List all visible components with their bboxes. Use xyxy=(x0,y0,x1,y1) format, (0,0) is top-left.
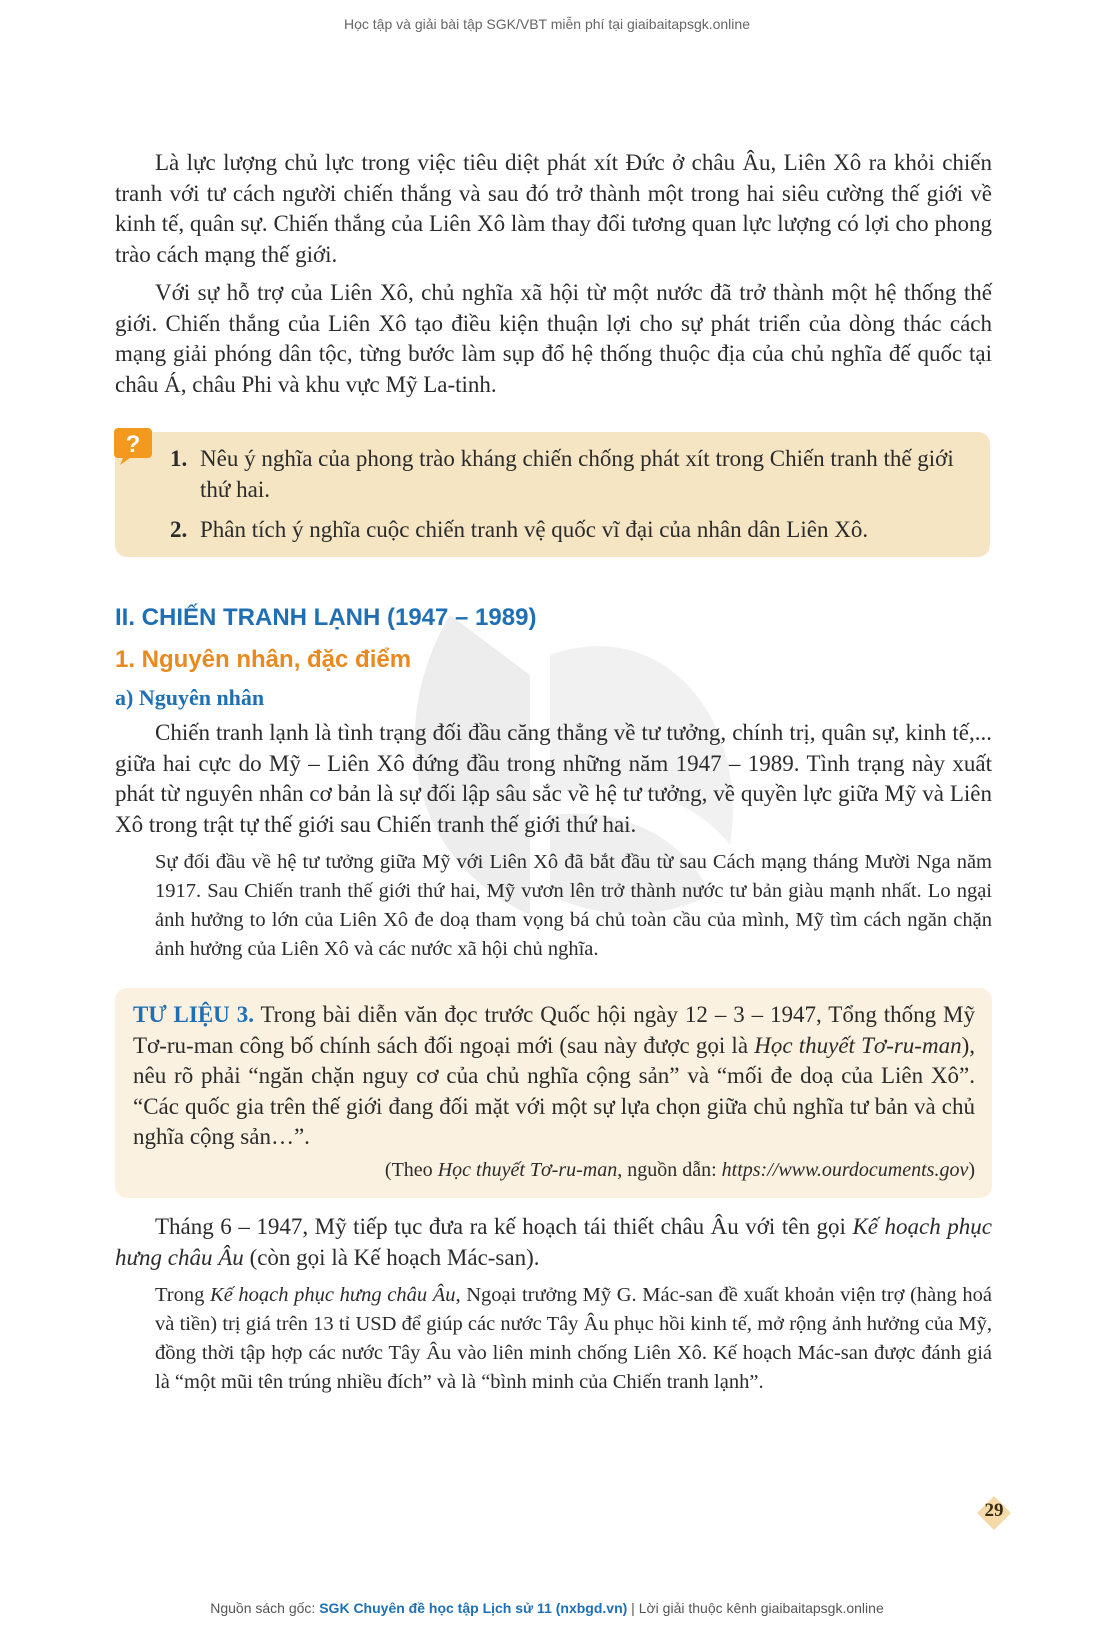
question-item xyxy=(170,515,975,546)
causes-paragraph: Chiến tranh lạnh là tình trạng đối đầu căng thẳng về tư tưởng, chính trị, quân sự, kinh tế,... giữa hai cực do Mỹ – Liên Xô đứng đầu trong những năm 1947 – 1989. Tình trạng này xuất phát từ nguyên nhân cơ bản là sự đối lập sâu sắc về hệ tư tưởng, về quyền lực giữa Mỹ và Liên Xô trong trật tự thế giới sau Chiến tranh thế giới thứ hai. xyxy=(115,720,992,837)
text-part: Tháng 6 – 1947, Mỹ tiếp tục đưa ra kế hoạch tái thiết châu Âu với tên gọi xyxy=(155,1214,853,1239)
section-heading: II. CHIẾN TRANH LẠNH (1947 – 1989) xyxy=(115,604,537,631)
intro-paragraph-1: Là lực lượng chủ lực trong việc tiêu diệt phát xít Đức ở châu Âu, Liên Xô ra khỏi chiến tranh với tư cách người chiến thắng và sau đó trở thành một trong hai siêu cường thế giới về kinh tế, quân sự. Chiến thắng của Liên Xô làm thay đổi tương quan lực lượng có lợi cho phong trào cách mạng thế giới. xyxy=(115,150,992,267)
marshall-paragraph-1 xyxy=(115,1212,992,1273)
footer-source-link[interactable]: SGK Chuyên đề học tập Lịch sử 11 (nxbgd.vn) xyxy=(319,1600,628,1616)
question-text: Nêu ý nghĩa của phong trào kháng chiến chống phát xít trong Chiến tranh thế giới thứ hai. xyxy=(200,446,954,502)
document-source xyxy=(133,1159,975,1182)
subsection-heading: 1. Nguyên nhân, đặc điểm xyxy=(115,646,412,673)
question-list xyxy=(170,444,975,556)
question-number: 2. xyxy=(170,517,188,542)
causes-section xyxy=(115,718,992,964)
document-text-part: Trong bài diễn văn đọc trước Quốc hội ngày 12 – 3 – 1947, Tổng thống Mỹ Tơ-ru-man công bố chính sách đối ngoại mới (sau này được gọi là xyxy=(133,1002,975,1058)
header-note: Học tập và giải bài tập SGK/VBT miễn phí tại giaibaitapsgk.online xyxy=(344,16,750,32)
question-mark-icon xyxy=(112,424,154,466)
svg-text:?: ? xyxy=(125,431,141,458)
footer-note xyxy=(0,1600,1094,1616)
intro-section xyxy=(115,148,992,400)
marshall-paragraph-2 xyxy=(115,1281,992,1397)
page-number: 29 xyxy=(984,1500,1004,1521)
source-url: https://www.ourdocuments.gov xyxy=(721,1158,969,1181)
text-part: , Ngoại trưởng Mỹ G. Mác-san đề xuất khoản viện trợ (hàng hoá và tiền) trị giá trên 13 tỉ USD để giúp các nước Tây Âu phục hồi kinh tế, mở rộng ảnh hưởng của Mỹ, đồng thời tập hợp các nước Tây Âu vào liên minh chống Liên Xô. Kế hoạch Mác-san được đánh giá là “một mũi tên trúng nhiều đích” và là “bình minh của Chiến tranh lạnh”. xyxy=(155,1284,992,1393)
text-part: Trong xyxy=(155,1284,211,1306)
subsubsection-heading: a) Nguyên nhân xyxy=(115,685,265,710)
marshall-section xyxy=(115,1212,992,1397)
question-number: 1. xyxy=(170,446,188,471)
document-label: TƯ LIỆU 3. xyxy=(133,1002,254,1027)
footer-prefix: Nguồn sách gốc: xyxy=(210,1600,320,1616)
document-text-italic: Học thuyết Tơ-ru-man xyxy=(754,1032,962,1058)
intro-paragraph-2: Với sự hỗ trợ của Liên Xô, chủ nghĩa xã hội từ một nước đã trở thành một hệ thống thế giới. Chiến thắng của Liên Xô tạo điều kiện thuận lợi cho sự phát triển của dòng thác cách mạng giải phóng dân tộc, từng bước làm sụp đổ hệ thống thuộc địa của chủ nghĩa đế quốc tại châu Á, châu Phi và khu vực Mỹ La-tinh. xyxy=(115,280,992,397)
source-part: (Theo xyxy=(384,1158,438,1181)
question-item xyxy=(170,444,975,505)
source-part: , nguồn dẫn: xyxy=(617,1158,722,1181)
text-part: (còn gọi là Kế hoạch Mác-san). xyxy=(243,1244,540,1270)
source-italic: Học thuyết Tơ-ru-man xyxy=(437,1158,618,1181)
footer-suffix: | Lời giải thuộc kênh giaibaitapsgk.online xyxy=(627,1600,884,1616)
document-text xyxy=(133,1000,975,1153)
text-italic: Kế hoạch phục hưng châu Âu xyxy=(210,1284,456,1306)
document-text-part: ), nêu rõ phải “ngăn chặn nguy cơ của chủ nghĩa cộng sản” và “mối đe doạ của Liên Xô”. “Các quốc gia trên thế giới đang đối mặt với một sự lựa chọn giữa chủ nghĩa tư bản và chủ nghĩa cộng sản…”. xyxy=(133,1032,975,1149)
text-italic: Kế hoạch phục hưng châu Âu xyxy=(115,1214,992,1270)
causes-note-paragraph: Sự đối đầu về hệ tư tưởng giữa Mỹ với Liên Xô đã bắt đầu từ sau Cách mạng tháng Mười Nga năm 1917. Sau Chiến tranh thế giới thứ hai, Mỹ vươn lên trở thành nước tư bản giàu mạnh nhất. Lo ngại ảnh hưởng to lớn của Liên Xô đe doạ tham vọng bá chủ toàn cầu của mình, Mỹ tìm cách ngăn chặn ảnh hưởng của Liên Xô và các nước xã hội chủ nghĩa. xyxy=(155,851,992,960)
source-part: ) xyxy=(968,1158,975,1181)
question-text: Phân tích ý nghĩa cuộc chiến tranh vệ quốc vĩ đại của nhân dân Liên Xô. xyxy=(200,517,869,542)
document-box xyxy=(115,988,992,1198)
